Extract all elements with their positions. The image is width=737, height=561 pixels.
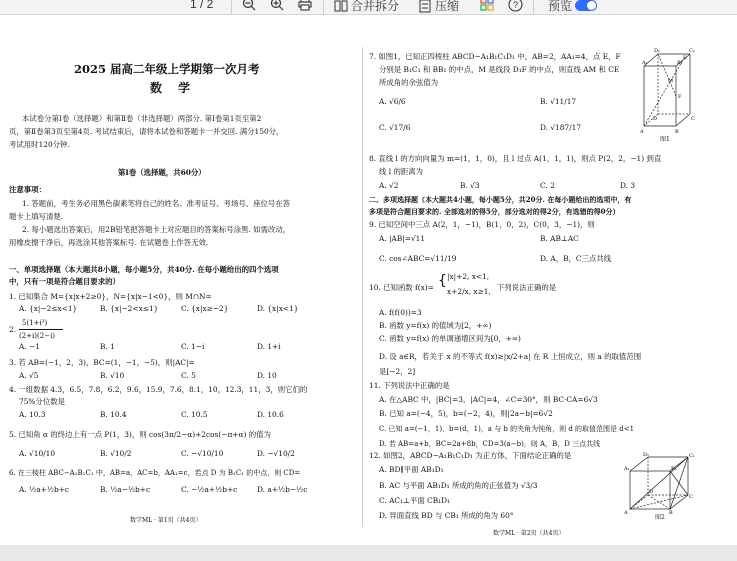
q3-option-d: D. 10 [257, 371, 277, 380]
zoom-in-icon [270, 0, 284, 11]
print-button[interactable] [298, 0, 312, 11]
q2-option-b: B. 1 [100, 342, 115, 351]
page-footer-left: 数学ML · 第1页（共4页） [130, 517, 202, 524]
compress-icon [418, 0, 432, 13]
toolbar-divider [323, 0, 324, 14]
q2-fraction-bar [19, 329, 63, 330]
fig1-label-a: A [640, 129, 644, 135]
q8-option-b: B. √3 [460, 181, 480, 190]
q4-option-b: B. 10.4 [100, 410, 127, 419]
question-4-cont: 75%分位数是 [19, 397, 65, 406]
fig1-label-a1: A₁ [642, 60, 648, 66]
q9-option-b: B. AB⊥AC [540, 234, 579, 243]
q7-option-a: A. √6/6 [379, 97, 406, 106]
question-3: 3. 若 AB=(−1，2，3)，BC=(1，−1，−5)，则|AC|= [9, 358, 195, 367]
merge-split-icon [334, 0, 348, 13]
section1-heading: 一、单项选择题（本大题共8小题，每小题5分，共40分. 在每小题给出的四个选项 [9, 265, 279, 274]
figure-1-prism [640, 48, 696, 140]
q12-option-c: C. AC₁⊥平面 CB₁D₁ [379, 496, 451, 505]
q3-option-c: C. 5 [181, 371, 196, 380]
q6-option-c: C. −½a+½b+c [181, 485, 238, 494]
q4-option-d: D. 10.6 [257, 410, 284, 419]
zoom-out-icon [242, 0, 256, 11]
question-5: 5. 已知角 α 的终边上有一点 P(1，3)，则 cos(3π/2−α)+2cos(−π+α) 的值为 [9, 430, 271, 439]
question-7-cont: 所成角的余弦值为 [379, 78, 439, 87]
column-divider [362, 47, 363, 527]
q11-option-a: A. 在△ABC 中，|BC|=3，|AC|=4，∠C=30°，则 BC·CA=6√3 [379, 395, 598, 404]
question-9: 9. 已知空间中三点 A(2，1，−1)，B(1，0，2)，C(0，3，−1)，则 [369, 220, 595, 229]
q10-option-d-cont: 是[−2，2] [379, 367, 416, 376]
question-7: 7. 如图1，已知正四棱柱 ABCD−A₁B₁C₁D₁ 中，AB=2，AA₁=4，点 E，F [369, 52, 621, 61]
question-8: 8. 直线 l 的方向向量为 m=(1，1，0)，且 l 过点 A(1，1，1)，则点 P(2，2，−1) 到直 [369, 154, 662, 163]
viewer-toolbar [0, 0, 737, 15]
fig1-label-c: C [691, 116, 695, 122]
q1-option-c: C. {x|x≥−2} [181, 304, 229, 313]
fig2-label-a: A [624, 510, 628, 515]
question-11: 11. 下列说法中正确的是 [369, 381, 450, 390]
note-line: 题卡上填写清楚. [9, 212, 64, 221]
q1-option-a: A. {x|−2≤x<1} [19, 304, 78, 313]
question-10-suffix: 下列说法正确的是 [497, 283, 557, 292]
q1-option-b: B. {x|−2<x≤1} [100, 304, 159, 313]
q1-option-d: D. {x|x<1} [257, 304, 299, 313]
q2-option-c: C. 1−i [181, 342, 205, 351]
fig2-label-c1: C₁ [689, 453, 695, 459]
fig2-label-b1: B₁ [671, 466, 677, 472]
fig2-label-d: D [649, 489, 654, 495]
merge-split-label: 合并拆分 [351, 0, 400, 13]
fig1-label-f: F [678, 94, 682, 100]
q2-numerator: 5(1+i³) [22, 319, 48, 327]
q5-option-a: A. √10/10 [19, 449, 56, 458]
fig1-label-d: D [653, 116, 658, 122]
q8-option-a: A. √2 [379, 181, 399, 190]
q11-option-d: D. 若 AB=a+b，BC=2a+8b，CD=3(a−b)，则 A，B，D 三点共线 [379, 440, 601, 448]
q9-option-a: A. |AB|=√11 [379, 234, 426, 243]
q5-option-b: B. √10/2 [100, 449, 132, 458]
question-4: 4. 一组数据 4.3，6.5，7.8，6.2，9.6，15.9，7.6，8.1，10，12.3，11，3，则它们的 [9, 385, 308, 394]
exam-subject: 数 学 [150, 81, 197, 95]
q2-denominator: (2+i)(2−i) [19, 332, 56, 340]
viewer-bottom-area [0, 545, 737, 561]
part1-heading: 第Ⅰ卷（选择题，共60分） [118, 168, 206, 177]
figure-1-caption: 图1 [660, 136, 670, 143]
question-1: 1. 已知集合 M={x|x+2≥0}，N={x|x−1<0}，则 M∩N= [9, 292, 212, 301]
fig2-label-c: C [689, 494, 693, 500]
note-line: 1. 答题前，考生务必用黑色碳素笔将自己的姓名、准考证号、考场号、座位号在答 [22, 199, 291, 208]
q6-option-a: A. ½a+½b+c [19, 485, 70, 494]
section2-heading: 多项是符合题目要求的. 全部选对的得5分，部分选对的得2分，有选错的得0分） [369, 207, 620, 216]
fig1-label-b1: B₁ [677, 60, 683, 66]
q7-option-d: D. √187/17 [540, 123, 582, 132]
merge-split-button[interactable] [334, 0, 399, 14]
help-button[interactable] [508, 0, 523, 12]
fig1-label-m: M [668, 78, 674, 84]
fig1-label-e: E [683, 55, 687, 61]
fig2-label-b: B [669, 510, 673, 515]
q9-option-c: C. cos∠ABC=√11/19 [379, 254, 457, 263]
question-8-cont: 线 l 的距离为 [379, 167, 424, 176]
q11-option-c: C. 已知 a=(−1，1)，b=(d，1)，a 与 b 的夹角为钝角，则 d 的取值范围是 d<1 [379, 425, 635, 433]
q5-option-c: C. −√10/10 [181, 449, 224, 458]
page-indicator: 1 / 2 [190, 0, 214, 11]
intro-line: 页，第Ⅱ卷第3页至第4页. 考试结束后，请将本试卷和答题卡一并交回. 满分150分， [9, 127, 284, 136]
fig1-label-d1: D₁ [654, 48, 661, 54]
q10-option-d: D. 设 a∈R，若关于 x 的不等式 f(x)≥|x/2+a| 在 R 上恒成立，则 a 的取值范围 [379, 352, 642, 361]
q4-option-a: A. 10.3 [19, 410, 46, 419]
q6-option-b: B. ½a−½b+c [100, 485, 151, 494]
section2-heading: 二、多项选择题（本大题共4小题，每小题5分，共20分. 在每小题给出的选项中，有 [369, 195, 632, 204]
q12-option-b: B. AC 与平面 AB₁D₁ 所成的角的正弦值为 √3/3 [379, 481, 538, 490]
q7-option-b: B. √11/17 [540, 97, 577, 106]
fig1-label-c1: C₁ [689, 48, 695, 54]
q12-option-a: A. BD∥平面 AB₁D₁ [379, 465, 444, 474]
q5-option-d: D. −√10/2 [257, 449, 295, 458]
q10-option-a: A. f(f(0))=3 [379, 308, 422, 317]
compress-button[interactable] [418, 0, 459, 14]
apps-grid-icon [480, 0, 494, 11]
compress-label: 压缩 [435, 0, 460, 13]
q6-option-d: D. a+½b−½c [257, 485, 308, 494]
q3-option-b: B. √10 [100, 371, 125, 380]
preview-toggle[interactable] [548, 0, 597, 14]
q2-option-d: D. 1+i [257, 342, 281, 351]
toolbar-divider [231, 0, 232, 14]
question-10: 10. 已知函数 f(x)= [369, 283, 434, 292]
figure-2-cube [622, 451, 698, 515]
q10-case-1: |x|+2, x<1, [447, 272, 490, 281]
preview-switch[interactable] [575, 0, 597, 11]
q12-option-d: D. 异面直线 BD 与 CB₁ 所成的角为 60° [379, 511, 514, 520]
q7-option-c: C. √17/6 [379, 123, 411, 132]
help-icon [508, 0, 523, 12]
zoom-out-button[interactable] [242, 0, 256, 11]
figure-2-caption: 图2 [655, 514, 665, 521]
q4-option-c: C. 10.5 [181, 410, 208, 419]
note-line: 用橡皮擦干净后，再选涂其他答案标号. 在试题卷上作答无效. [9, 238, 209, 247]
question-6: 6. 在三棱柱 ABC−A₁B₁C₁ 中，AB=a，AC=b，AA₁=c，若点 D 为 B₁C₁ 的中点，则 CD= [9, 469, 301, 477]
preview-label: 预览 [548, 0, 573, 13]
q8-option-c: C. 2 [540, 181, 555, 190]
section1-heading: 中，只有一项是符合题目要求的） [9, 277, 120, 286]
note-line: 2. 每小题选出答案后，用2B铅笔把答题卡上对应题目的答案标号涂黑. 如需改动， [22, 225, 291, 234]
question-7-cont: 分别是 B₁C₁ 和 BB₁ 的中点，M 是线段 D₁F 的中点，则直线 AM 和 CE [379, 65, 620, 74]
intro-line: 考试用时120分钟. [9, 140, 70, 149]
question-2: 2. [9, 325, 17, 334]
q10-case-2: x+2/x, x≥1, [447, 287, 491, 296]
document-page [0, 15, 737, 545]
q8-option-d: D. 3 [620, 181, 636, 190]
q9-option-d: D. A，B，C三点共线 [540, 254, 612, 263]
exam-title: 2025 届高二年级上学期第一次月考 [74, 62, 260, 76]
zoom-in-button[interactable] [270, 0, 284, 11]
fig2-label-a1: A₁ [624, 466, 630, 472]
q10-brace: { [438, 273, 447, 289]
fig1-label-b: B [675, 129, 679, 135]
q2-option-a: A. −1 [19, 342, 40, 351]
q10-option-c: C. 函数 y=f(x) 的单调递增区间为[0，+∞) [379, 334, 521, 343]
notes-title: 注意事项： [9, 185, 46, 194]
question-12: 12. 如图2，ABCD−A₁B₁C₁D₁ 为正方体，下面结论正确的是 [369, 451, 572, 460]
q11-option-b: B. 已知 a=(−4，5)，b=(−2，4)，则|2a−b|=6√2 [379, 409, 553, 418]
fig2-label-d1: D₁ [643, 452, 650, 458]
apps-button[interactable] [480, 0, 494, 11]
q10-option-b: B. 函数 y=f(x) 的值域为[2，+∞) [379, 321, 492, 330]
toolbar-divider [533, 0, 534, 14]
svg-text:?: ? [512, 0, 519, 10]
printer-icon [298, 0, 312, 11]
intro-line: 本试卷分第Ⅰ卷（选择题）和第Ⅱ卷（非选择题）两部分. 第Ⅰ卷第1页至第2 [22, 114, 262, 123]
page-footer-right: 数学ML · 第2页（共4页） [493, 530, 565, 537]
q3-option-a: A. √5 [19, 371, 39, 380]
